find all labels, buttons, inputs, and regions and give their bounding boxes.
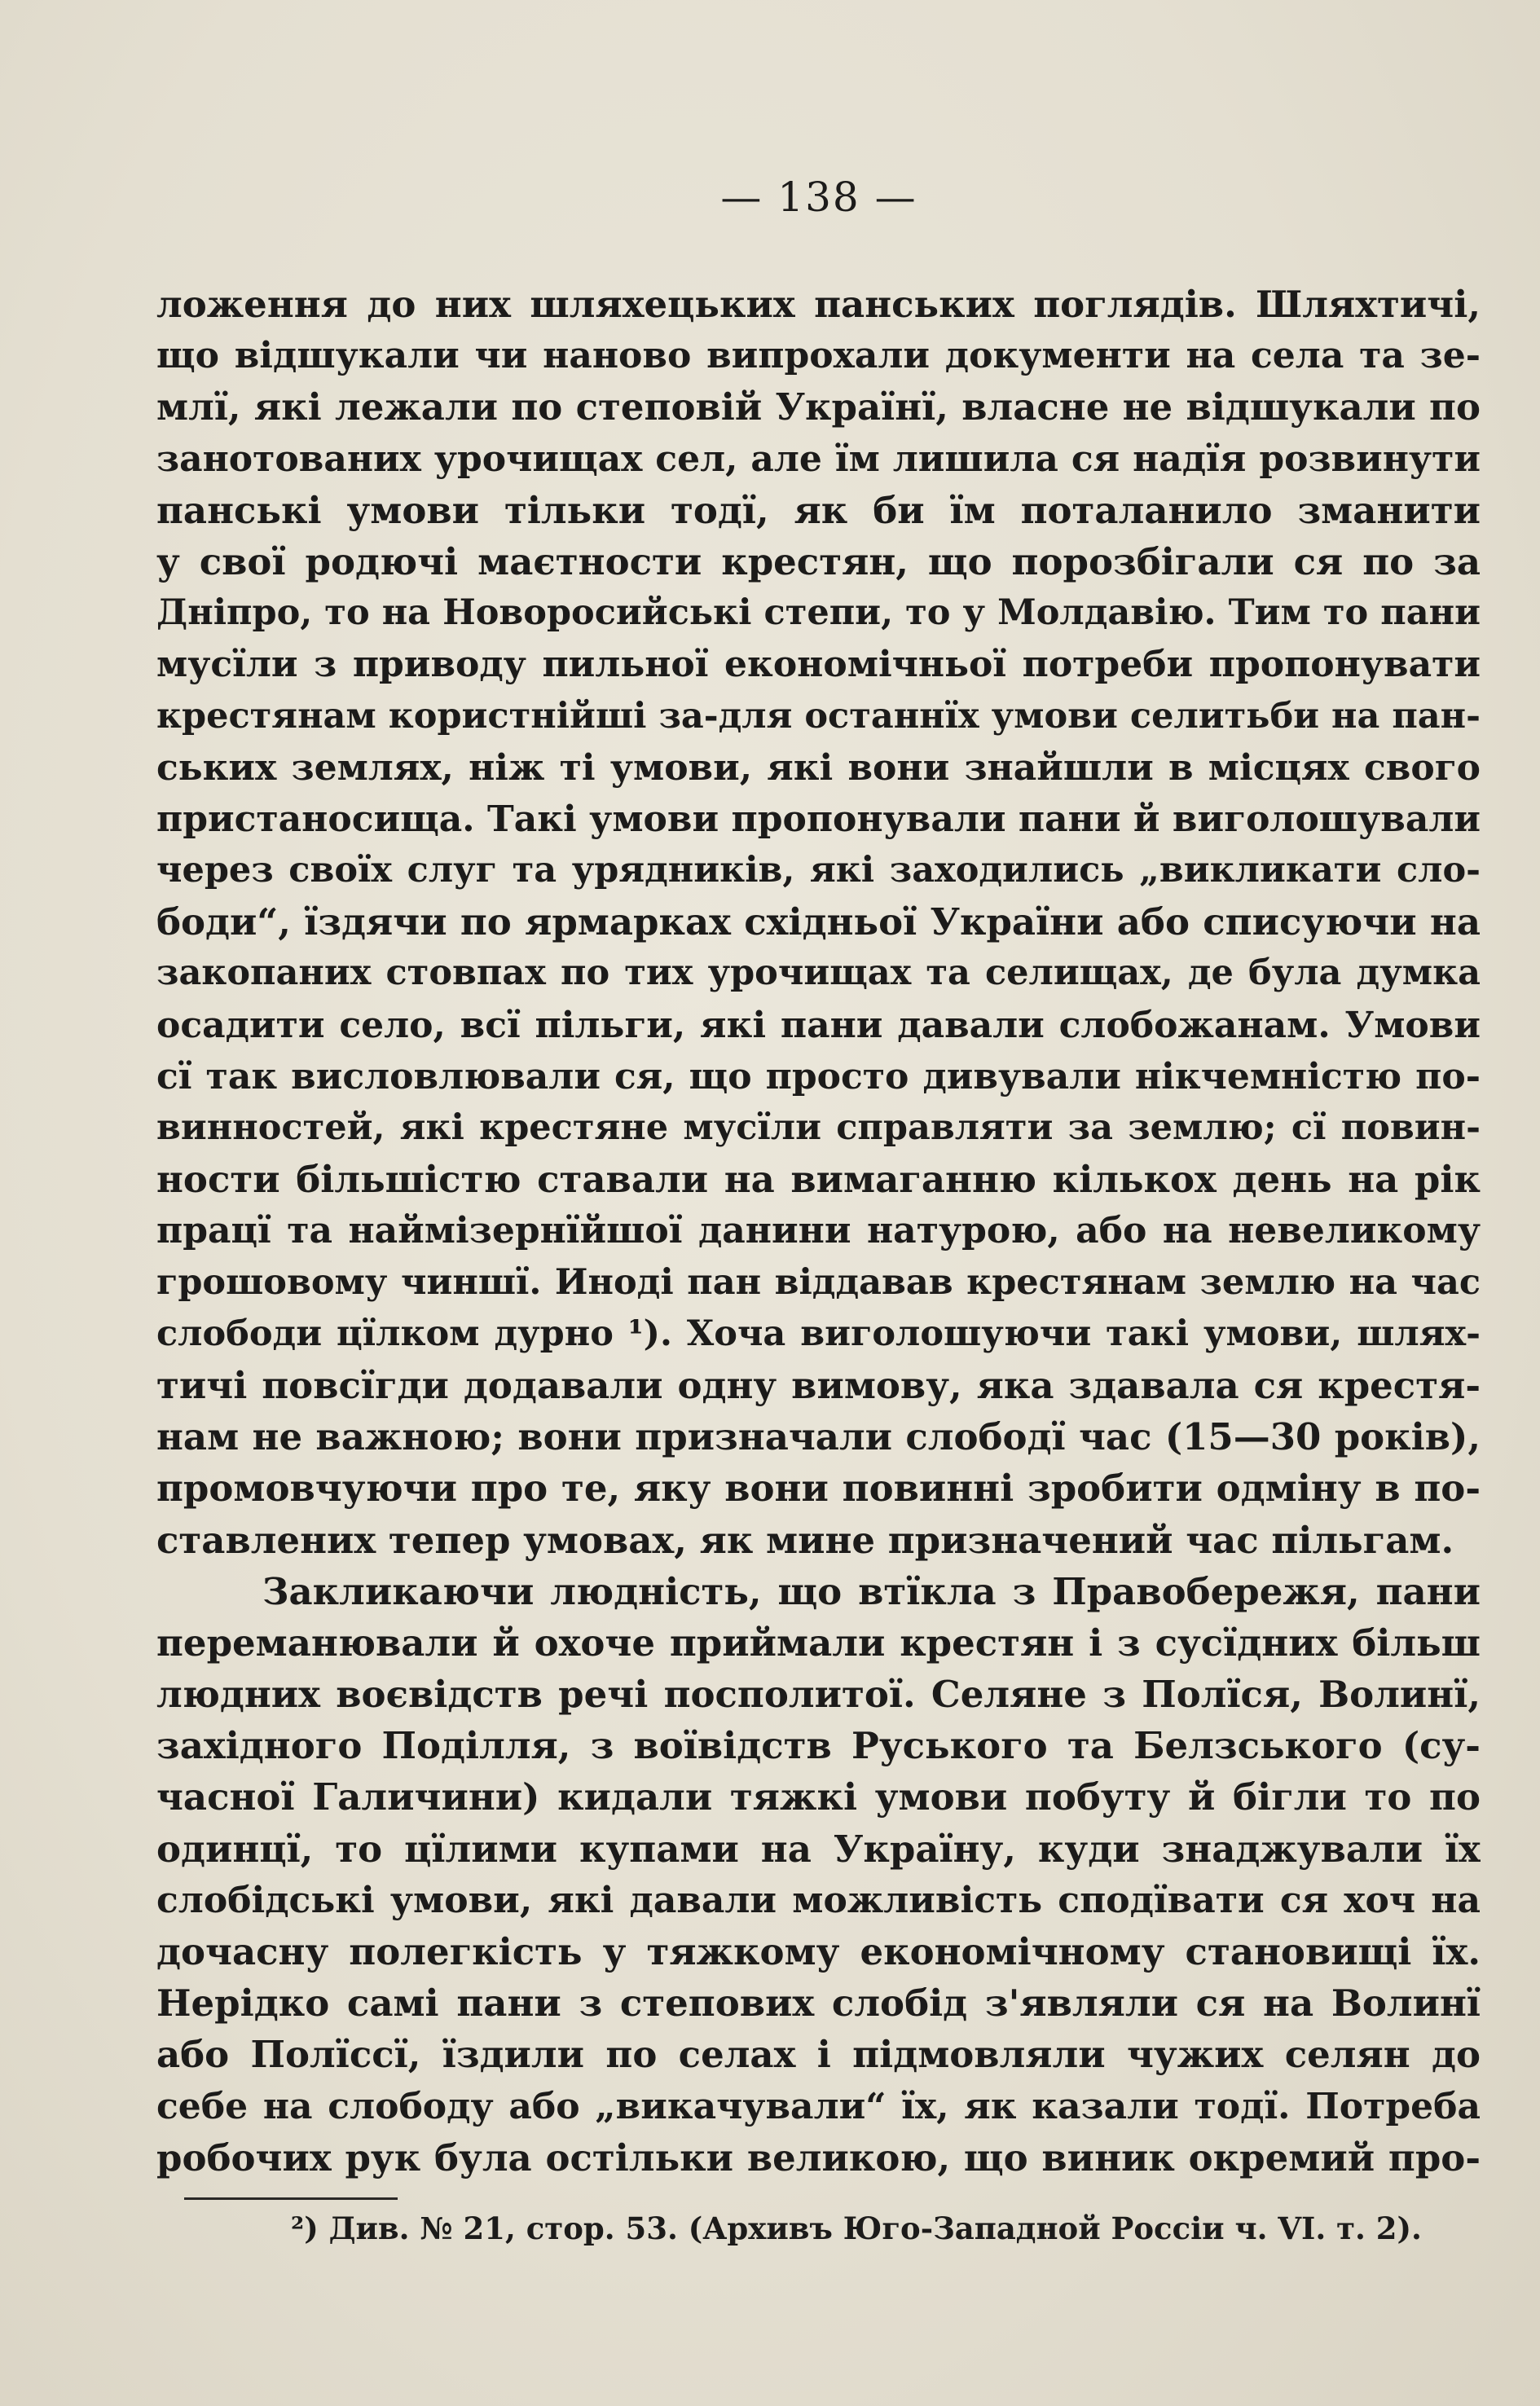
text-line: у свої родючі маєтности крестян, що порозбігали ся по за xyxy=(156,539,1481,583)
text-line: сї так висловлювали ся, що просто дивували нікчемністю по- xyxy=(156,1055,1481,1097)
text-line: слобідські умови, які давали можливість сподївати ся хоч на xyxy=(156,1879,1481,1921)
page-number: — 138 — xyxy=(720,174,917,221)
text-line: часної Галичини) кидали тяжкі умови побуту й бігли то по xyxy=(156,1775,1481,1819)
text-line: переманювали й охоче приймали крестян і з сусїдних більш xyxy=(156,1621,1481,1665)
text-line: ности більшістю ставали на вимаганню кількох день на рік xyxy=(156,1158,1481,1202)
text-line: нам не важною; вони призначали слободї час (15—30 років), xyxy=(156,1415,1481,1459)
text-line: закопаних стовпах по тих урочищах та селищах, де була думка xyxy=(156,952,1481,994)
text-line: дочасну полегкість у тяжкому економічному становищі їх. xyxy=(156,1930,1481,1973)
text-line: що відшукали чи наново випрохали документи на села та зе- xyxy=(156,335,1481,377)
text-line: робочих рук була остільки великою, що виник окремий про- xyxy=(156,2135,1481,2179)
paragraph-first-line: Закликаючи людність, що втїкла з Правобережя, пани xyxy=(262,1569,1481,1613)
text-line: осадити село, всї пільги, які пани давали слобожанам. Умови xyxy=(156,1004,1481,1046)
text-line: працї та наймізернїйшої данини натурою, або на невеликому xyxy=(156,1210,1481,1252)
text-line: тичі повсїгди додавали одну вимову, яка здавала ся крестя- xyxy=(156,1363,1481,1407)
text-line: себе на слободу або „викачували“ їх, як казали тодї. Потреба xyxy=(156,2085,1481,2127)
text-line: слободи цїлком дурно ¹). Хоча виголошуючи такі умови, шлях- xyxy=(156,1313,1481,1354)
text-line: людних воєвідств речі посполитої. Селяне з Полїся, Волинї, xyxy=(156,1673,1481,1717)
text-line: через своїх слуг та урядників, які заходились „викликати сло- xyxy=(156,850,1481,891)
footnote-rule xyxy=(184,2197,398,2200)
text-line: одинцї, то цїлими купами на Україну, куди знаджували їх xyxy=(156,1827,1481,1871)
text-line: ських землях, ніж ті умови, які вони знайшли в місцях свого xyxy=(156,746,1481,789)
text-line: мусїли з приводу пильної економічньої потреби пропонувати xyxy=(156,644,1481,686)
text-line: занотованих урочищах сел, але їм лишила ся надїя розвинути xyxy=(156,438,1481,480)
text-line: Нерідко самі пани з степових слобід з'являли ся на Волинї xyxy=(156,1982,1481,2026)
text-line: крестянам користнійші за-для останнїх умови селитьби на пан- xyxy=(156,695,1481,737)
paragraph-end-line: ставлених тепер умовах, як мине призначений час пільгам. xyxy=(156,1518,1454,1562)
text-line: боди“, їздячи по ярмарках східньої України або списуючи на xyxy=(156,900,1481,944)
text-line: промовчуючи про те, яку вони повинні зробити одміну в по- xyxy=(156,1467,1481,1511)
text-line: панські умови тільки тодї, як би їм поталанило зманити xyxy=(156,488,1481,532)
text-line: Дніпро, то на Новоросийські степи, то у Молдавію. Тим то пани xyxy=(156,592,1481,634)
text-line: пристаносища. Такі умови пропонували пани й виголошували xyxy=(156,798,1481,840)
text-line: або Полїссї, їздили по селах і підмовляли чужих селян до xyxy=(156,2033,1481,2077)
footnote: ²) Див. № 21, стор. 53. (Архивъ Юго-Западной Россіи ч. VI. т. 2). xyxy=(291,2210,1422,2246)
body-text xyxy=(156,279,1481,2184)
text-line: грошовому чиншї. Иноді пан віддавав крестянам землю на час xyxy=(156,1261,1481,1303)
text-line: західного Поділля, з воївідств Руського та Белзського (су- xyxy=(156,1724,1481,1768)
text-line: ложення до них шляхецьких панських поглядів. Шляхтичі, xyxy=(156,283,1481,326)
text-line: винностей, які крестяне мусїли справляти за землю; сї повин- xyxy=(156,1107,1481,1148)
text-line: млї, які лежали по степовій Українї, власне не відшукали по xyxy=(156,385,1481,429)
